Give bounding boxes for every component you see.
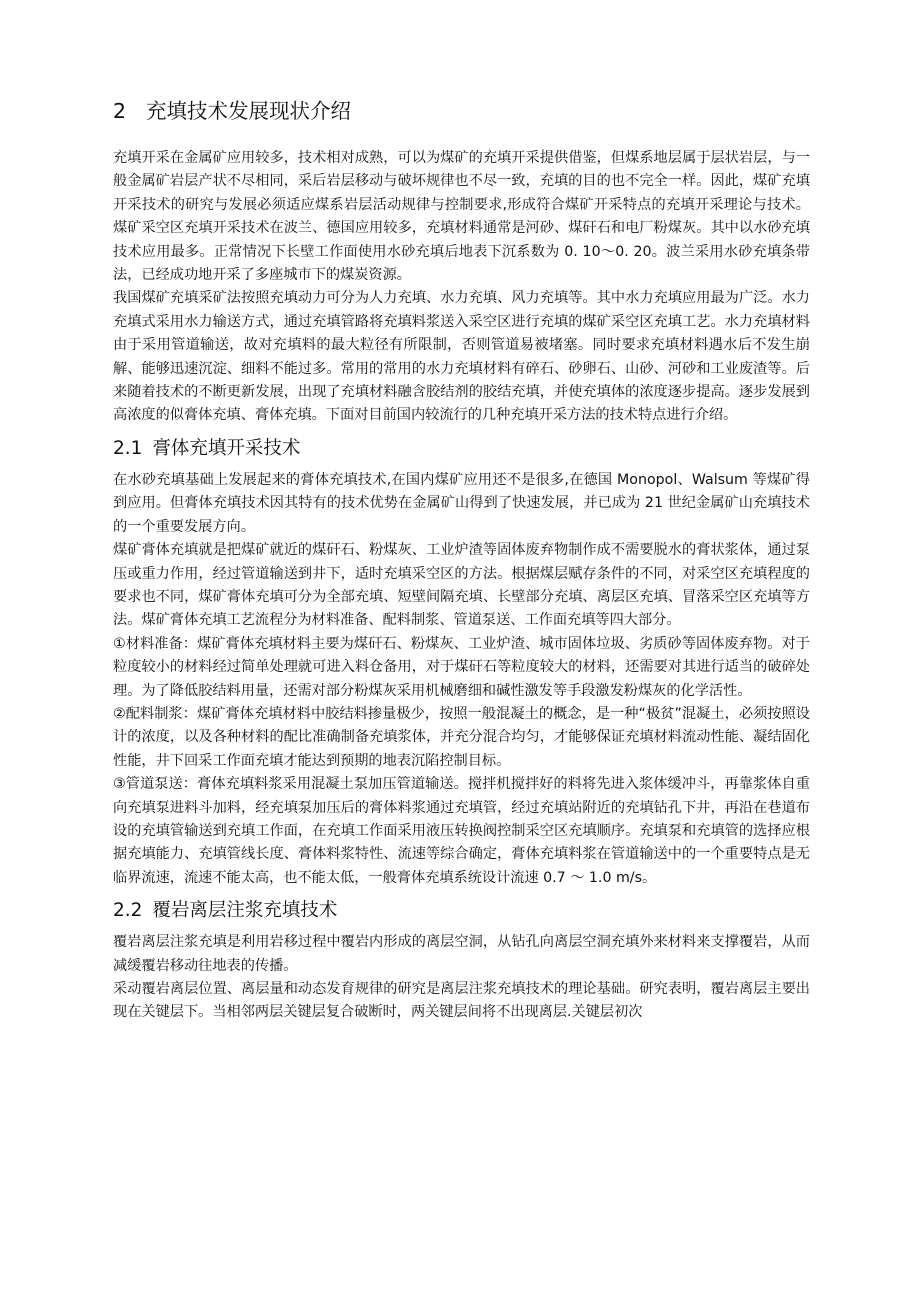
paragraph: ②配料制浆：煤矿膏体充填材料中胶结料掺量极少，按照一般混凝土的概念，是一种“极贫”混凝土，必须按照设计的浓度，以及各种材料的配比准确制备充填浆体，并充分混合均匀，才能够保证充填材料流动性能、凝结固化性能，井下回采工作面充填才能达到预期的地表沉陷控制目标。	[113, 705, 810, 769]
section-2-heading	[113, 96, 810, 126]
section-number: 2	[113, 99, 127, 123]
section-number: 2.1	[113, 437, 143, 459]
paragraph: 充填开采在金属矿应用较多，技术相对成熟，可以为煤矿的充填开采提供借鉴，但煤系地层属于层状岩层，与一般金属矿岩层产状不尽相同，采后岩层移动与破坏规律也不尽一致，充填的目的也不完全一样。因此，煤矿充填开采技术的研究与发展必须适应煤系岩层活动规律与控制要求,形成符合煤矿开采特点的充填开采理论与技术。煤矿采空区充填开采技术在波兰、德国应用较多，充填材料通常是河砂、煤矸石和电厂粉煤灰。其中以水砂充填技术应用最多。正常情况下长壁工作面使用水砂充填后地表下沉系数为 0. 10～0. 20。波兰采用水砂充填条带法，已经成功地开采了多座城市下的煤炭资源。	[113, 150, 810, 284]
paragraph: ③管道泵送：膏体充填料浆采用混凝土泵加压管道输送。搅拌机搅拌好的料将先进入浆体缓冲斗，再靠浆体自重向充填泵进料斗加料，经充填泵加压后的膏体料浆通过充填管，经过充填站附近的充填钻孔下井，再沿在巷道布设的充填管输送到充填工作面，在充填工作面采用液压转换阀控制采空区充填顺序。充填泵和充填管的选择应根据充填能力、充填管线长度、膏体料浆特性、流速等综合确定，膏体充填料浆在管道输送中的一个重要特点是无临界流速，流速不能太高，也不能太低，一般膏体充填系统设计流速 0.7 ～ 1.0 m/s。	[113, 776, 810, 886]
section-title: 覆岩离层注浆充填技术	[152, 900, 338, 922]
paragraph: 我国煤矿充填采矿法按照充填动力可分为人力充填、水力充填、风力充填等。其中水力充填应用最为广泛。水力充填式采用水力输送方式，通过充填管路将充填料浆送入采空区进行充填的煤矿采空区充填工艺。水力充填材料由于采用管道输送，故对充填料的最大粒径有所限制，否则管道易被堵塞。同时要求充填材料遇水后不发生崩解、能够迅速沉淀、细料不能过多。常用的常用的水力充填材料有碎石、砂卵石、山砂、河砂和工业废渣等。后来随着技术的不断更新发展，出现了充填材料融含胶结剂的胶结充填，并使充填体的浓度逐步提高。逐步发展到高浓度的似膏体充填、膏体充填。下面对目前国内较流行的几种充填开采方法的技术特点进行介绍。	[113, 290, 810, 424]
paragraph: 覆岩离层注浆充填是利用岩移过程中覆岩内形成的离层空洞，从钻孔向离层空洞充填外来材料来支撑覆岩，从而减缓覆岩移动往地表的传播。	[113, 934, 810, 974]
section-2-2-heading	[113, 897, 810, 925]
paragraph: ①材料准备：煤矿膏体充填材料主要为煤矸石、粉煤灰、工业炉渣、城市固体垃圾、劣质砂等固体废弃物。对于粒度较小的材料经过简单处理就可进入料仓备用，对于煤矸石等粒度较大的材料，还需要对其进行适当的破碎处理。为了降低胶结料用量，还需对部分粉煤灰采用机械磨细和碱性激发等手段激发粉煤灰的化学活性。	[113, 635, 810, 699]
paragraph: 采动覆岩离层位置、离层量和动态发育规律的研究是离层注浆充填技术的理论基础。研究表明，覆岩离层主要出现在关键层下。当相邻两层关键层复合破断时，两关键层间将不出现离层.关键层初次	[113, 981, 810, 1021]
section-number: 2.2	[113, 900, 143, 922]
section-title: 充填技术发展现状介绍	[146, 99, 352, 123]
document-page	[113, 96, 810, 1025]
paragraph: 在水砂充填基础上发展起来的膏体充填技术,在国内煤矿应用还不是很多,在德国 Monopol、Walsum 等煤矿得到应用。但膏体充填技术因其特有的技术优势在金属矿山得到了快速发展，并已成为 21 世纪金属矿山充填技术的一个重要发展方向。	[113, 471, 810, 535]
section-2-1-heading	[113, 435, 810, 463]
section-title: 膏体充填开采技术	[152, 437, 301, 459]
paragraph: 煤矿膏体充填就是把煤矿就近的煤矸石、粉煤灰、工业炉渣等固体废弃物制作成不需要脱水的膏状浆体，通过泵压或重力作用，经过管道输送到井下，适时充填采空区的方法。根据煤层赋存条件的不同，对采空区充填程度的要求也不同，煤矿膏体充填可分为全部充填、短壁间隔充填、长壁部分充填、离层区充填、冒落采空区充填等方法。煤矿膏体充填工艺流程分为材料准备、配料制浆、管道泵送、工作面充填等四大部分。	[113, 542, 810, 629]
